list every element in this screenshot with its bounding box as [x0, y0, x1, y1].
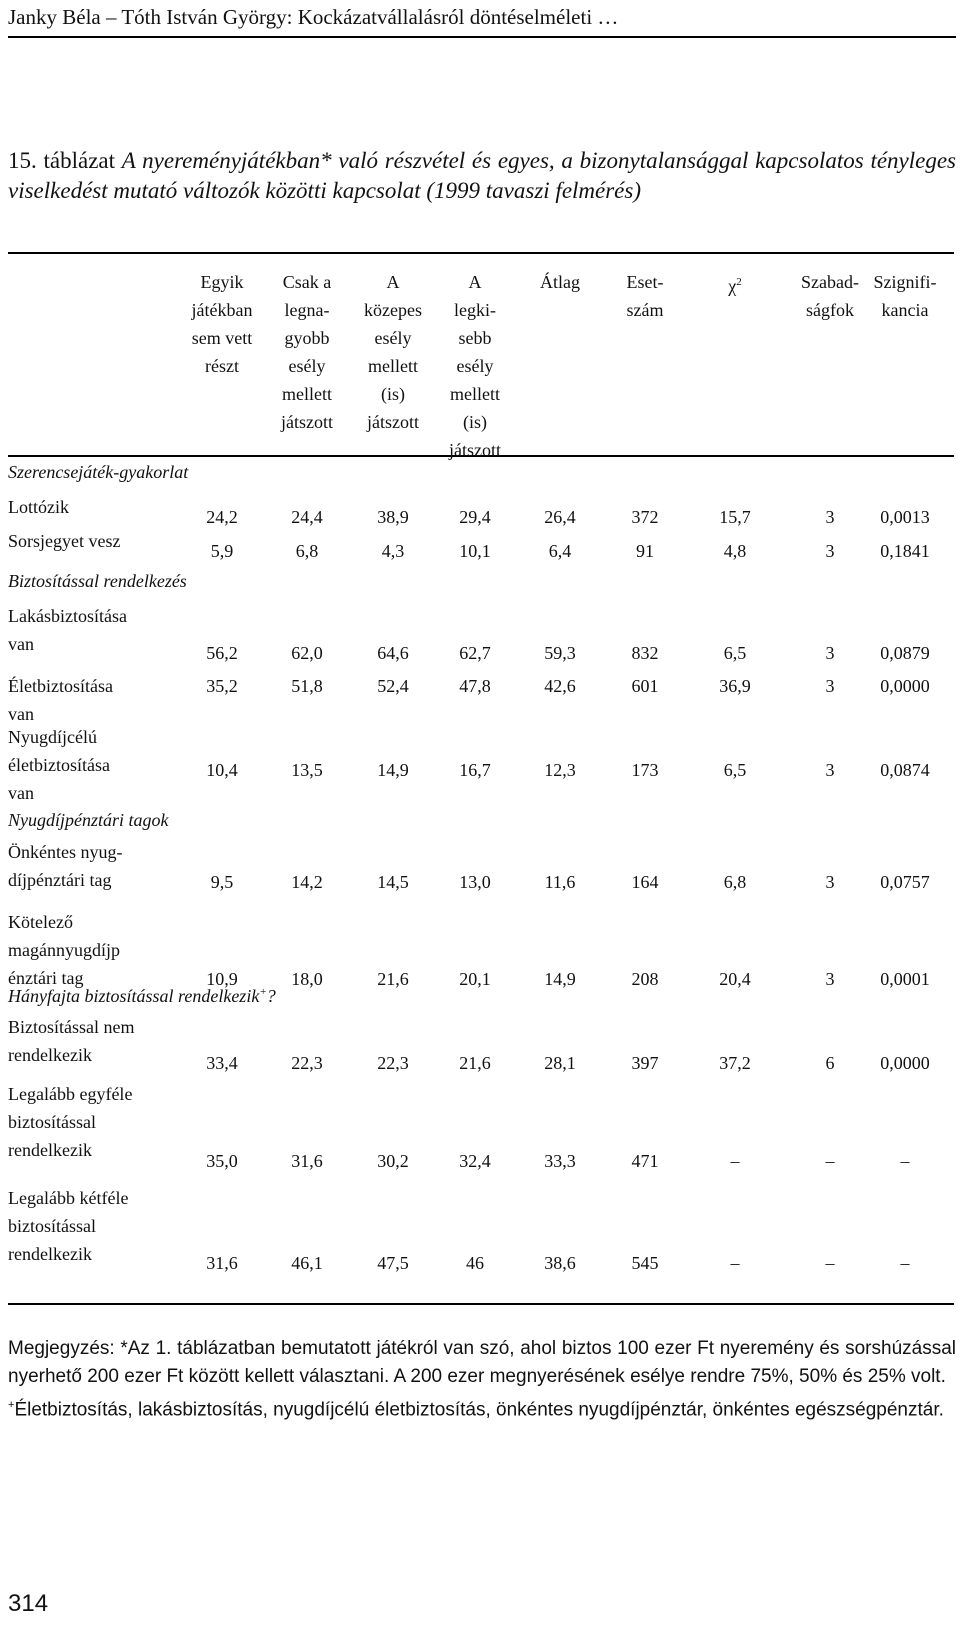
table-cell: 62,0	[291, 643, 323, 663]
column-header-3: A közepes esély mellett (is) játszott	[364, 272, 422, 432]
table-cell: 3	[825, 541, 835, 561]
table-cell: 47,8	[459, 676, 491, 696]
table-cell: 0,0757	[880, 872, 930, 892]
table-cell: 15,7	[719, 507, 751, 527]
table-cell: 0,0000	[880, 1053, 930, 1073]
table-cell: 38,6	[544, 1253, 576, 1273]
table-cell: 6,5	[723, 760, 747, 780]
table-cell: 6	[825, 1053, 835, 1073]
table-caption	[8, 146, 956, 206]
row-label: Sorsjegyet vesz	[8, 531, 121, 551]
table-cell: 13,5	[291, 760, 323, 780]
section-heading-end: ?	[266, 986, 276, 1006]
column-header-8: Szabad- ságfok	[801, 272, 859, 320]
table-cell: 10,1	[459, 541, 491, 561]
table-cell: 35,2	[206, 676, 238, 696]
row-label: Nyugdíjcélú életbiztosítása van	[8, 727, 110, 803]
section-heading	[8, 978, 308, 1010]
table-cell: –	[825, 1253, 835, 1273]
table-cell: 51,8	[291, 676, 323, 696]
table-cell: 3	[825, 760, 835, 780]
row-label: Önkéntes nyug- díjpénztári tag	[8, 842, 123, 890]
table-cell: 11,6	[544, 872, 576, 892]
table-cell: 22,3	[291, 1053, 323, 1073]
stub-title: Szerencsejáték-gyakorlat	[8, 462, 189, 482]
row-label: Életbiztosítása van	[8, 676, 113, 724]
section-heading	[8, 806, 308, 834]
row-label: Kötelező magánnyugdíjp énztári tag	[8, 912, 120, 988]
table-cell: 33,4	[206, 1053, 238, 1073]
table-cell: 28,1	[544, 1053, 576, 1073]
section-heading	[8, 567, 308, 595]
row-label: Lakásbiztosítása van	[8, 606, 127, 654]
table-cell: 30,2	[377, 1151, 409, 1171]
table-cell: 21,6	[377, 969, 409, 989]
table-cell: 3	[825, 969, 835, 989]
table-cell: 33,3	[544, 1151, 576, 1171]
table-cell: 9,5	[210, 872, 234, 892]
column-header-7: $\chi^2$	[728, 276, 742, 296]
table-cell: 14,2	[291, 872, 323, 892]
table-cell: 3	[825, 643, 835, 663]
table-cell: 14,5	[377, 872, 409, 892]
column-header-1: Egyik játékban sem vett részt	[191, 272, 253, 376]
section-superscript: +	[259, 986, 267, 998]
table-cell: –	[730, 1151, 740, 1171]
table-cell: 91	[636, 541, 654, 561]
table-cell: 14,9	[544, 969, 576, 989]
section-heading-text: Hányfajta biztosítással rendelkezik	[8, 986, 260, 1006]
row-label: Biztosítással nem rendelkezik	[8, 1017, 135, 1065]
table-cell: 6,8	[295, 541, 319, 561]
table-cell: 18,0	[291, 969, 323, 989]
table-note	[8, 1335, 956, 1424]
table-cell: 6,4	[548, 541, 572, 561]
header-rule	[8, 36, 956, 38]
note-line-2: Életbiztosítás, lakásbiztosítás, nyugdíjcélú életbiztosítás, önkéntes nyugdíjpénztár, önkéntes egészségpénztár.	[14, 1399, 944, 1421]
table-cell: 35,0	[206, 1151, 238, 1171]
chi-square-superscript: 2	[736, 276, 742, 288]
page-number: 314	[8, 1590, 49, 1617]
table-cell: 6,8	[723, 872, 747, 892]
table-cell: 14,9	[377, 760, 409, 780]
table-cell: 397	[631, 1053, 659, 1073]
caption-text: A nyereményjátékban* való részvétel és egyes, a bizonytalansággal kapcsolatos tényleges viselkedést mutató változók közötti kapcsolat (1999 tavaszi felmérés)	[8, 148, 957, 203]
row-label: Legalább kétféle biztosítással rendelkezik	[8, 1188, 129, 1264]
table-cell: 21,6	[459, 1053, 491, 1073]
table-cell: 173	[631, 760, 659, 780]
table-cell: 36,9	[719, 676, 751, 696]
table-cell: 16,7	[459, 760, 491, 780]
table-cell: 0,0013	[880, 507, 930, 527]
table-cell: 3	[825, 676, 835, 696]
table-cell: 32,4	[459, 1151, 491, 1171]
table-cell: –	[730, 1253, 740, 1273]
section-heading-text: Biztosítással rendelkezés	[8, 571, 187, 591]
table-cell: 832	[631, 643, 659, 663]
row-label: Lottózik	[8, 497, 69, 517]
table-cell: 47,5	[377, 1253, 409, 1273]
table-cell: 46,1	[291, 1253, 323, 1273]
table-cell: 22,3	[377, 1053, 409, 1073]
table-cell: 5,9	[210, 541, 234, 561]
table-cell: 0,0874	[880, 760, 930, 780]
table-cell: 38,9	[377, 507, 409, 527]
table-cell: 208	[631, 969, 659, 989]
table-cell: –	[825, 1151, 835, 1171]
table-cell: 3	[825, 872, 835, 892]
table-cell: 56,2	[206, 643, 238, 663]
table-cell: 59,3	[544, 643, 576, 663]
table-cell: 164	[631, 872, 659, 892]
table-cell: 42,6	[544, 676, 576, 696]
section-heading-text: Nyugdíjpénztári tagok	[8, 810, 169, 830]
table-cell: 24,4	[291, 507, 323, 527]
table-cell: 37,2	[719, 1053, 751, 1073]
column-header-2: Csak a legna- gyobb esély mellett játszott	[281, 272, 333, 432]
running-head: Janky Béla – Tóth István György: Kockázatvállalásról döntéselméleti …	[8, 5, 619, 29]
table-cell: 0,0001	[880, 969, 930, 989]
table-cell: 12,3	[544, 760, 576, 780]
table-cell: 31,6	[206, 1253, 238, 1273]
table-cell: 52,4	[377, 676, 409, 696]
table-cell: 20,4	[719, 969, 751, 989]
table-cell: 10,9	[206, 969, 238, 989]
table-cell: 4,3	[381, 541, 405, 561]
column-header-5: Átlag	[540, 272, 580, 292]
column-header-4: A legki- sebb esély mellett (is) játszott	[449, 272, 501, 460]
table-cell: 46	[466, 1253, 484, 1273]
table-cell: 64,6	[377, 643, 409, 663]
table-cell: 13,0	[459, 872, 491, 892]
caption-number: 15. táblázat	[8, 148, 116, 173]
table-cell: 62,7	[459, 643, 491, 663]
table-cell: 0,1841	[880, 541, 930, 561]
table-cell: 0,0879	[880, 643, 930, 663]
table-cell: –	[900, 1151, 910, 1171]
row-label: Legalább egyféle biztosítással rendelkezik	[8, 1084, 133, 1160]
table-cell: 545	[631, 1253, 659, 1273]
table-cell: 0,0000	[880, 676, 930, 696]
table-cell: 26,4	[544, 507, 576, 527]
table-cell: 4,8	[723, 541, 747, 561]
table-cell: 29,4	[459, 507, 491, 527]
table-cell: 24,2	[206, 507, 238, 527]
table-cell: 601	[631, 676, 659, 696]
table-cell: 372	[631, 507, 659, 527]
table-cell: 3	[825, 507, 835, 527]
column-header-6: Eset- szám	[626, 272, 664, 320]
column-header-9: Szignifi- kancia	[873, 272, 937, 320]
table-cell: 10,4	[206, 760, 238, 780]
table-bottom-rule	[8, 1303, 954, 1305]
table-cell: –	[900, 1253, 910, 1273]
note-line-1: Megjegyzés: *Az 1. táblázatban bemutatott játékról van szó, ahol biztos 100 ezer Ft nyeremény és sorshúzással nyerhető 200 ezer Ft között kellett választani. A 200 ezer megnyerésének esélye rendre 75%, 50% és 25% volt.	[8, 1338, 956, 1387]
table-cell: 20,1	[459, 969, 491, 989]
table-cell: 31,6	[291, 1151, 323, 1171]
table-top-rule	[8, 252, 954, 254]
table-cell: 6,5	[723, 643, 747, 663]
note-superscript: +	[8, 1399, 15, 1411]
table-cell: 471	[631, 1151, 659, 1171]
